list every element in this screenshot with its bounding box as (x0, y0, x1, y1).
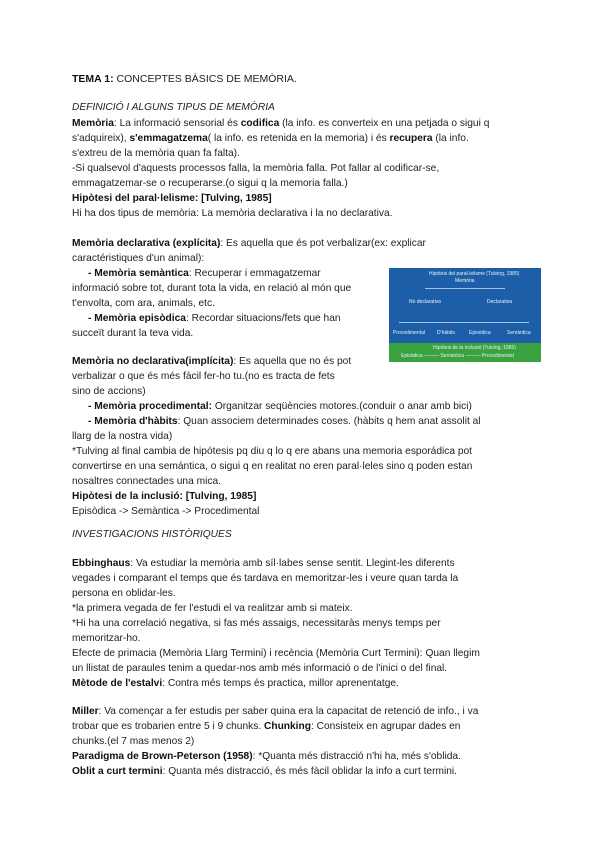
inclusion-sequence: Episòdica ——— Semàntica ——— Procedimental (401, 353, 514, 359)
paragraph-line: emmagatzemar-se o recuperarse.(o sigui q la memoria falla.) (72, 178, 348, 189)
paragraph-line: Memòria no declarativa(implícita): Es aquella que no és pot (72, 356, 352, 367)
section-heading-history: INVESTIGACIONS HISTÒRIQUES (72, 529, 232, 540)
paragraph-line: Miller: Va començar a fer estudis per saber quina era la capacitat de retenció de info., i va (72, 706, 479, 717)
list-item: - Memòria semàntica: Recuperar i emmagatzemar (88, 268, 321, 279)
diagram-leaf: Episòdica (469, 330, 491, 336)
paragraph-line: convertirse en una semántica, o sigui q en realitat no eren paral·leles sino q poden estan (72, 461, 473, 472)
diagram-root-label: Memòria (455, 278, 475, 284)
list-item: - Memòria procedimental: Organitzar seqüències motores.(conduir o anar amb bici) (88, 401, 472, 412)
hypothesis-heading: Hipòtesi de la inclusió: [Tulving, 1985] (72, 491, 257, 502)
paragraph-line: llarg de la nostra vida) (72, 431, 173, 442)
paragraph-line: Memòria: La informació sensorial és codifica (la info. es converteix en una petjada o sigui q (72, 118, 490, 129)
diagram-leaf: D'hàbits (437, 330, 455, 336)
memory-hypothesis-diagram (389, 268, 541, 362)
paragraph-line: succeït durant la teva vida. (72, 328, 194, 339)
paragraph-line: caractéristiques d'un animal): (72, 253, 205, 264)
paragraph-line: vegades i comparant el temps que és tardava en memoritzar-les i veure quan tarda la (72, 573, 459, 584)
paragraph-line: *Hi ha una correlació negativa, si fas més assaigs, necessitaràs menys temps per (72, 618, 441, 629)
diagram-leaf: Procedimental (393, 330, 425, 336)
paragraph-line: Ebbinghaus: Va estudiar la memòria amb síl·labes sense sentit. Llegint-les diferents (72, 558, 455, 569)
paragraph-line: Memòria declarativa (explícita): Es aquella que és pot verbalizar(ex: explicar (72, 238, 426, 249)
hypothesis-heading: Hipòtesi del paral·lelisme: [Tulving, 1985] (72, 193, 272, 204)
paragraph-line: nosaltres connectades una mica. (72, 476, 221, 487)
diagram-leaf: Semàntica (507, 330, 531, 336)
paragraph-line: s'extreu de la memòria quan fa falta). (72, 148, 240, 159)
page-title: TEMA 1: CONCEPTES BÀSICS DE MEMÒRIA. (72, 73, 297, 85)
paragraph-line: Oblit a curt termini: Quanta més distracció, és més fàcil oblidar la info a curt termini. (72, 766, 458, 777)
list-item: - Memòria d'hàbits: Quan associem determinades coses. (hàbits q hem anat assolit al (88, 416, 481, 427)
paragraph-line: Episòdica -> Semàntica -> Procedimental (72, 506, 260, 517)
paragraph-line: informació sobre tot, durant tota la vida, en relació al món que (72, 283, 352, 294)
paragraph-line: persona en oblidar-les. (72, 588, 176, 599)
paragraph-line: *Tulving al final cambia de hipótesis pq diu q lo q ere abans una memoria esporádica pot (72, 446, 473, 457)
paragraph-line: sino de accions) (72, 386, 146, 397)
paragraph-line: Paradigma de Brown-Peterson (1958): *Quanta més distracció n'hi ha, més s'oblida. (72, 751, 461, 762)
paragraph-line: Efecte de primacia (Memòria Llarg Termini) i recència (Memòria Curt Termini): Quan llegim (72, 648, 480, 659)
paragraph-line: un llistat de paraules tenim a quedar-nos amb més informació o de l'inici o del final. (72, 663, 448, 674)
paragraph-line: chunks.(el 7 mas menos 2) (72, 736, 195, 747)
list-item: - Memòria episòdica: Recordar situacions/fets que han (88, 313, 341, 324)
diagram-node-nondeclarative: No declarativa (409, 299, 441, 305)
paragraph-line: t'envolta, com ara, animals, etc. (72, 298, 215, 309)
inclusion-title: Hipòtesi de la inclusió (Tulving, 1985) (433, 345, 516, 351)
diagram-title: Hipòtesi del paral·lelisme (Tulving, 1985) (429, 271, 520, 277)
diagram-connector (425, 288, 505, 289)
diagram-connector (399, 322, 529, 323)
inclusion-banner (389, 343, 541, 362)
section-heading-definitions: DEFINICIÓ I ALGUNS TIPUS DE MEMÒRIA (72, 102, 275, 113)
paragraph-line: Mètode de l'estalvi: Contra més temps és practica, millor aprenentatge. (72, 678, 399, 689)
paragraph-line: memoritzar-ho. (72, 633, 141, 644)
paragraph-line: trobar que es trobarien entre 5 i 9 chunks. Chunking: Consisteix en agrupar dades en (72, 721, 461, 732)
diagram-node-declarative: Declarativa (487, 299, 513, 305)
paragraph-line: verbalizar o que és més fàcil fer-ho tu.(no es tracta de fets (72, 371, 335, 382)
paragraph-line: *la primera vegada de fer l'estudi el va realitzar amb si mateix. (72, 603, 353, 614)
paragraph-line: s'adquireix), s'emmagatzema( la info. es retenida en la memoria) i és recupera (la info. (72, 133, 469, 144)
paragraph-line: Hi ha dos tipus de memòria: La memòria declarativa i la no declarativa. (72, 208, 393, 219)
paragraph-line: -Si qualsevol d'aquests processos falla, la memòria falla. Pot fallar al codificar-se, (72, 163, 440, 174)
